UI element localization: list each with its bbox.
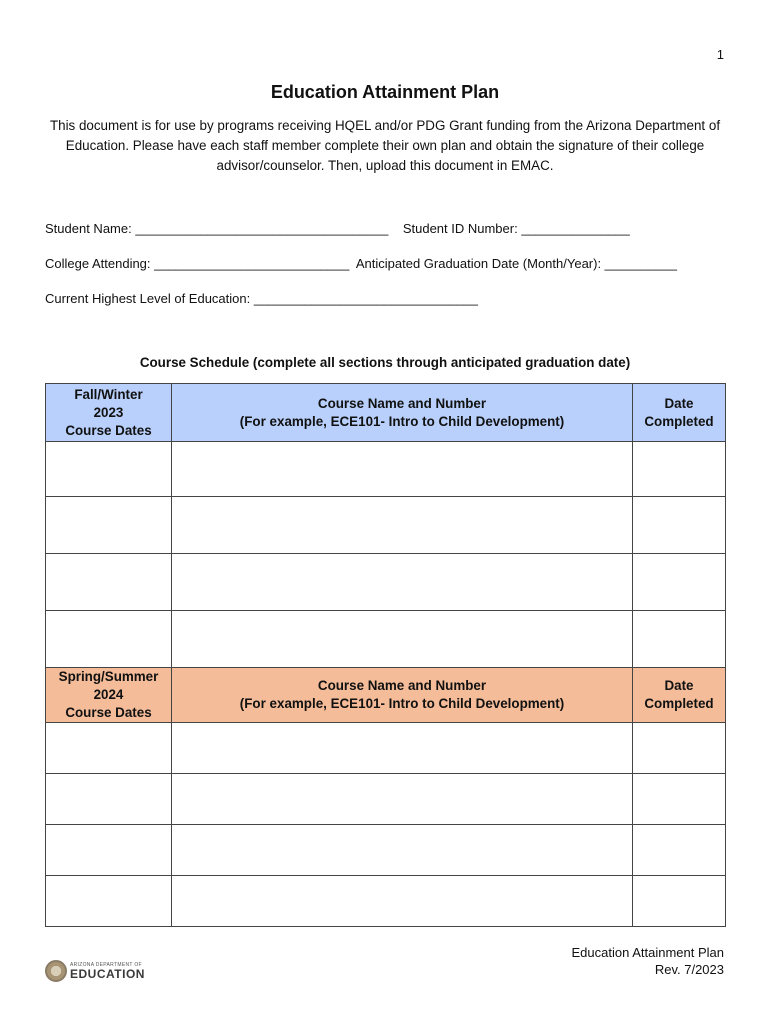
fall-row [46,497,726,554]
state-seal-icon [45,960,67,982]
date-completed-cell[interactable] [633,554,726,611]
fall-course-name-label: Course Name and Number [317,395,487,411]
education-level-line[interactable]: Current Highest Level of Education: _______________________________ [45,291,478,306]
course-name-cell[interactable] [172,825,633,876]
course-date-cell[interactable] [46,497,172,554]
course-name-cell[interactable] [172,497,633,554]
course-date-cell[interactable] [46,876,172,927]
date-completed-cell[interactable] [633,611,726,668]
course-schedule-table [45,383,726,927]
fall-header-dates: Course Dates [65,422,152,438]
footer [572,944,725,978]
spring-completed-label: Completed [644,696,714,711]
fall-course-name-header [172,384,633,442]
fall-completed-label: Completed [644,413,714,429]
course-name-cell[interactable] [172,774,633,825]
document-title: Education Attainment Plan [270,82,500,102]
fall-header-year: 2023 [93,404,124,420]
student-name-id-line[interactable]: Student Name: ___________________________________ Student ID Number: _______________ [45,221,630,236]
fall-date-completed-header [633,384,726,442]
spring-course-example: (For example, ECE101- Intro to Child Development) [239,696,565,711]
course-date-cell[interactable] [46,774,172,825]
college-graduation-line[interactable]: College Attending: ___________________________ Anticipated Graduation Date (Month/Year): __________ [45,256,677,271]
spring-row [46,723,726,774]
course-name-cell[interactable] [172,554,633,611]
fall-header-row [46,384,726,442]
date-completed-cell[interactable] [633,723,726,774]
course-name-cell[interactable] [172,876,633,927]
logo-big-text: EDUCATION [70,966,145,981]
course-date-cell[interactable] [46,442,172,497]
fall-course-dates-header [46,384,172,442]
spring-row [46,876,726,927]
course-name-cell[interactable] [172,442,633,497]
spring-header-year: 2024 [93,687,124,702]
course-name-cell[interactable] [172,611,633,668]
fall-row [46,554,726,611]
fall-row [46,611,726,668]
ade-logo [45,960,145,982]
intro-paragraph: This document is for use by programs receiving HQEL and/or PDG Grant funding from the Arizona Department of Education. Please have each staff member complete their own plan and obtain the signature of their college advisor/counselor. Then, upload this document in EMAC. [49,118,721,173]
spring-header-term: Spring/Summer [58,669,159,684]
course-date-cell[interactable] [46,825,172,876]
date-completed-cell[interactable] [633,497,726,554]
date-completed-cell[interactable] [633,442,726,497]
course-schedule-heading: Course Schedule (complete all sections through anticipated graduation date) [139,355,631,370]
spring-row [46,774,726,825]
spring-course-name-header [172,668,633,723]
spring-header-row [46,668,726,723]
course-name-cell[interactable] [172,723,633,774]
spring-row [46,825,726,876]
spring-course-dates-header [46,668,172,723]
date-completed-cell[interactable] [633,876,726,927]
spring-date-completed-header [633,668,726,723]
page-number: 1 [716,47,724,62]
spring-date-label: Date [664,678,694,693]
fall-header-term: Fall/Winter [74,386,143,402]
spring-header-dates: Course Dates [65,705,152,720]
fall-row [46,442,726,497]
fall-course-example: (For example, ECE101- Intro to Child Development) [239,413,565,429]
course-date-cell[interactable] [46,723,172,774]
date-completed-cell[interactable] [633,774,726,825]
footer-title: Education Attainment Plan [571,945,724,960]
spring-course-name-label: Course Name and Number [317,678,487,693]
course-date-cell[interactable] [46,554,172,611]
date-completed-cell[interactable] [633,825,726,876]
course-date-cell[interactable] [46,611,172,668]
fall-date-label: Date [664,395,694,411]
logo-small-text: ARIZONA DEPARTMENT OF [70,961,142,968]
footer-revision: Rev. 7/2023 [654,962,724,977]
